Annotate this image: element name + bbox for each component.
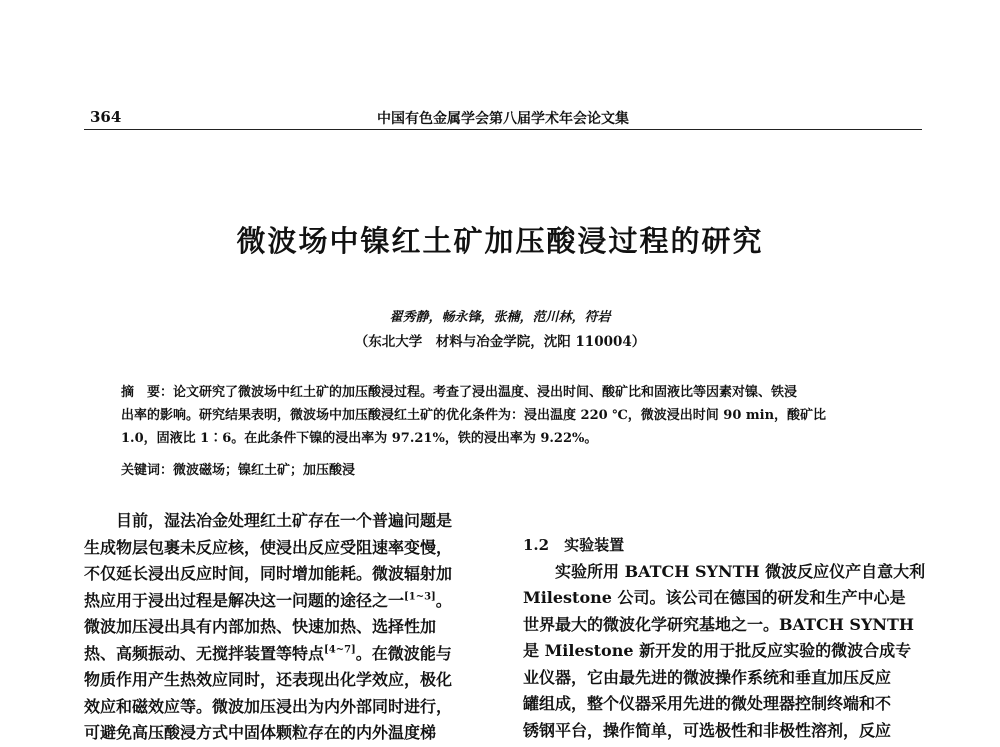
abstract-line: 出率的影响。研究结果表明，微波场中加压酸浸红土矿的优化条件为：浸出温度 220 ℃，微波浸出时间 90 min，酸矿比	[121, 408, 827, 423]
abstract	[121, 381, 891, 450]
keywords-label: 关键词：	[121, 463, 174, 478]
body-line: 热应用于浸出过程是解决这一问题的途径之一[1~3]。	[84, 590, 452, 610]
header-rule	[84, 129, 922, 130]
body-line: 世界最大的微波化学研究基地之一。BATCH SYNTH	[523, 614, 915, 634]
abstract-line: 1.0，固液比 1∶6。在此条件下镍的浸出率为 97.21%，铁的浸出率为 9.22%。	[121, 431, 598, 446]
section-heading: 1.2 实验装置	[523, 536, 625, 554]
abstract-line: 摘 要：论文研究了微波场中红土矿的加压酸浸过程。考查了浸出温度、浸出时间、酸矿比和固液比等因素对镍、铁浸	[121, 385, 798, 400]
affiliation: （东北大学 材料与冶金学院，沈阳 110004）	[354, 334, 646, 350]
page-number: 364	[90, 108, 122, 126]
paper-title: 微波场中镍红土矿加压酸浸过程的研究	[236, 224, 764, 258]
body-line: 是 Milestone 新开发的用于批反应实验的微波合成专	[523, 641, 912, 660]
body-line: 热、高频振动、无搅拌装置等特点[4~7]。在微波能与	[84, 643, 452, 663]
body-line: 微波加压浸出具有内部加热、快速加热、选择性加	[84, 617, 437, 636]
page-header	[84, 103, 922, 129]
body-left-column	[84, 508, 489, 747]
citation: [4~7]	[324, 644, 356, 656]
abstract-label: 摘 要：	[121, 385, 174, 400]
body-right-column	[523, 532, 928, 744]
body-line: Milestone 公司。该公司在德国的研发和生产中心是	[523, 588, 906, 607]
citation: [1~3]	[404, 591, 436, 603]
keywords-text: 微波磁场；镍红土矿；加压酸浸	[173, 463, 356, 478]
body-line: 效应和磁效应等。微波加压浸出为内外部同时进行，	[84, 696, 453, 716]
body-line: 不仅延长浸出反应时间，同时增加能耗。微波辐射加	[84, 564, 453, 583]
body-line: 生成物层包裹未反应核，使浸出反应受阻速率变慢，	[84, 537, 453, 557]
body-line: 物质作用产生热效应同时，还表现出化学效应，极化	[84, 670, 453, 689]
running-head: 中国有色金属学会第八届学术年会论文集	[377, 111, 629, 127]
body-line: 业仪器，它由最先进的微波操作系统和垂直加压反应	[523, 667, 892, 687]
body-line: 锈钢平台，操作简单，可选极性和非极性溶剂，反应	[523, 720, 892, 740]
body-line: 罐组成，整个仪器采用先进的微处理器控制终端和不	[523, 694, 892, 713]
body-line: 可避免高压酸浸方式中固体颗粒存在的内外温度梯	[84, 723, 437, 742]
body-line: 目前，湿法冶金处理红土矿存在一个普遍问题是	[116, 511, 453, 530]
keywords	[121, 459, 355, 478]
body-line: 实验所用 BATCH SYNTH 微波反应仪产自意大利	[555, 561, 926, 581]
authors: 翟秀静，畅永锋，张楠，范川林，符岩	[389, 310, 611, 325]
